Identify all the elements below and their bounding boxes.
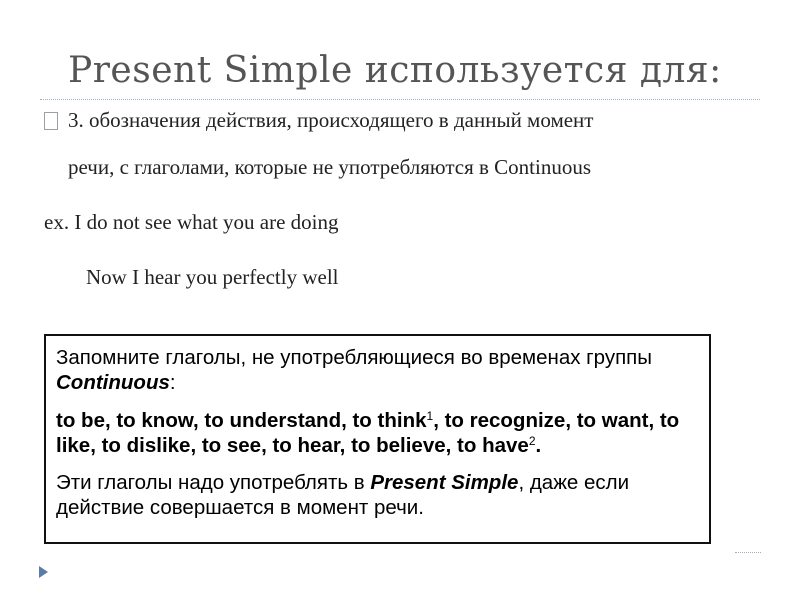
bullet-line-1: 3. обозначения действия, происходящего в данный момент: [68, 108, 594, 132]
advice-emphasis: Present Simple: [370, 471, 519, 494]
bullet-box-icon: [44, 112, 58, 130]
example-line-2: Now I hear you perfectly well: [86, 265, 339, 289]
footnote-mark-1: 1: [426, 409, 434, 423]
footnote-mark-2: 2: [528, 434, 536, 448]
rule-advice: [56, 470, 699, 520]
verb-list-part-1: to be, to know, to understand, to think: [56, 409, 427, 432]
play-arrow-icon: [39, 566, 48, 578]
rule-intro-emphasis: Continuous: [56, 371, 170, 394]
bullet-line-2: речи, с глаголами, которые не употребляются в Continuous: [68, 155, 592, 179]
footer-divider: [735, 552, 761, 553]
advice-text-2: , даже если действие совершается в момент речи.: [56, 471, 630, 519]
rule-intro-end: :: [169, 371, 176, 394]
example-line-1: ex. I do not see what you are doing: [44, 210, 339, 234]
verb-list-part-2: , to recognize, to want, to like, to dislike, to see, to hear, to believe, to have: [56, 409, 680, 457]
rule-intro-text: Запомните глаголы, не употребляющиеся во временах группы: [56, 346, 653, 369]
rule-verb-list: [56, 408, 699, 458]
rule-box: [44, 334, 711, 544]
verb-list-end: .: [535, 434, 542, 457]
title-divider: [40, 99, 760, 100]
advice-text-1: Эти глаголы надо употреблять в: [56, 471, 371, 494]
rule-intro: [56, 345, 699, 395]
slide-title: Present Simple используется для:: [68, 50, 722, 91]
